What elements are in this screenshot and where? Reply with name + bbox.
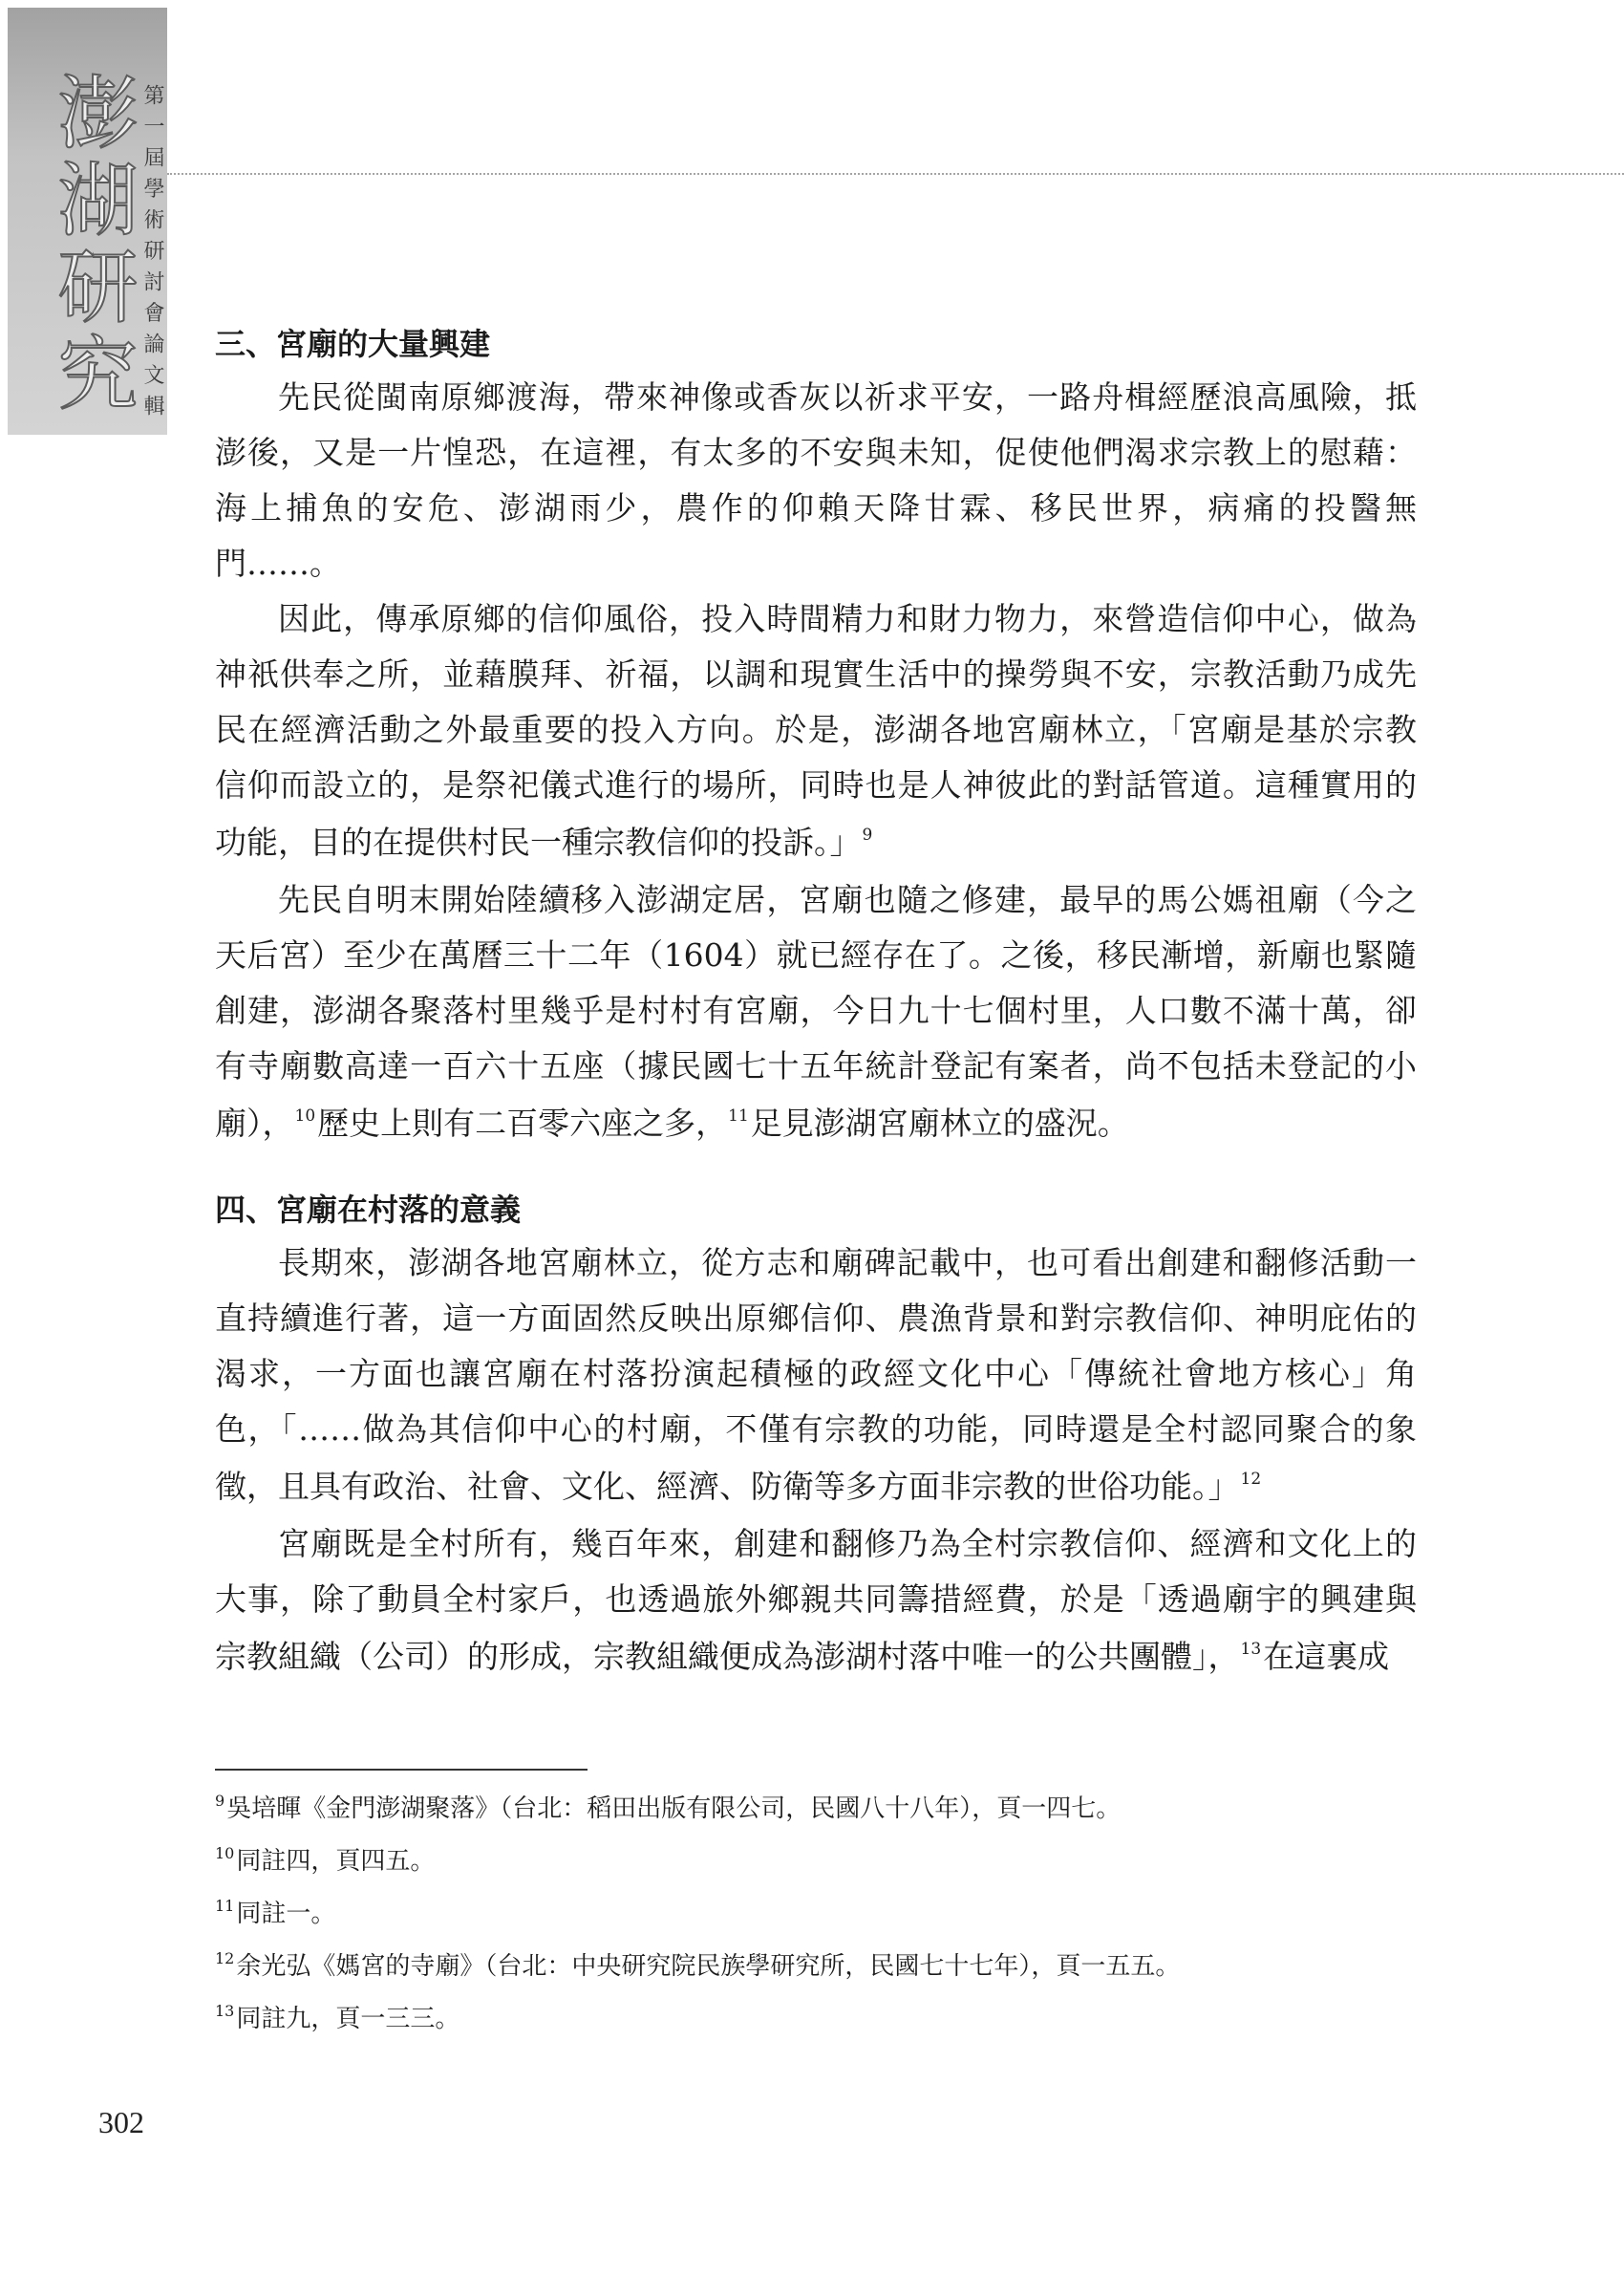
footnote-text: 同註一。	[236, 1900, 336, 1928]
text-run: 宗教組織（公司）的形成，宗教組織便成為澎湖村落中唯一的公共團體」，	[215, 1638, 1240, 1675]
text-run: 長期來，澎湖各地宮廟林立，從方志和廟碑記載中，也可看出創建和翻修活動一	[278, 1244, 1417, 1281]
footnote-number: 10	[215, 1844, 235, 1862]
footnote	[215, 1941, 1417, 1993]
text-run: 足見澎湖宮廟林立的盛況。	[750, 1105, 1129, 1142]
text-line	[215, 647, 1417, 702]
footnote	[215, 1993, 1417, 2046]
footnote	[215, 1783, 1417, 1836]
footnote-reference: 10	[294, 1106, 316, 1126]
footnote-reference: 13	[1240, 1640, 1262, 1659]
footnote-text: 同註九，頁一三三。	[236, 2005, 460, 2033]
text-line	[215, 983, 1417, 1039]
footnote-reference: 12	[1240, 1470, 1262, 1489]
text-run: 信仰而設立的，是祭祀儀式進行的場所，同時也是人神彼此的對話管道。這種實用的	[215, 766, 1417, 804]
journal-title: 澎湖研究	[45, 71, 139, 419]
text-run: 徵，且具有政治、社會、文化、經濟、防衛等多方面非宗教的世俗功能。」	[215, 1468, 1240, 1505]
footnote-reference: 11	[728, 1106, 749, 1126]
text-line	[215, 1094, 1417, 1153]
paragraph	[215, 1235, 1417, 1516]
text-line	[215, 370, 1417, 425]
text-line	[215, 702, 1417, 758]
footnote-separator	[215, 1769, 588, 1771]
text-run: 門……。	[215, 545, 341, 582]
paragraph	[215, 591, 1417, 872]
text-line	[215, 758, 1417, 813]
footnote-reference: 9	[862, 826, 873, 845]
text-line	[215, 1457, 1417, 1516]
text-line	[215, 591, 1417, 647]
text-run: 廟），	[215, 1105, 294, 1142]
text-run: 因此，傳承原鄉的信仰風俗，投入時間精力和財力物力，來營造信仰中心，做為	[278, 600, 1417, 637]
text-line	[215, 1516, 1417, 1572]
text-run: 在這裏成	[1263, 1638, 1390, 1675]
footnote-text: 同註四，頁四五。	[236, 1847, 436, 1876]
text-run: 渴求，一方面也讓宮廟在村落扮演起積極的政經文化中心「傳統社會地方核心」角	[215, 1355, 1417, 1392]
body-text	[215, 318, 1417, 1686]
text-run: 神祇供奉之所，並藉膜拜、祈福，以調和現實生活中的操勞與不安，宗教活動乃成先	[215, 655, 1417, 693]
text-line	[215, 425, 1417, 481]
text-run: 創建，澎湖各聚落村里幾乎是村村有宮廟，今日九十七個村里，人口數不滿十萬，卻	[215, 992, 1417, 1029]
text-run: 有寺廟數高達一百六十五座（據民國七十五年統計登記有案者，尚不包括未登記的小	[215, 1047, 1417, 1085]
text-run: 海上捕魚的安危、澎湖雨少，農作的仰賴天降甘霖、移民世界，病痛的投醫無	[215, 489, 1417, 526]
footnote-number: 9	[215, 1792, 225, 1810]
text-run: 歷史上則有二百零六座之多，	[317, 1105, 728, 1142]
journal-subtitle: 第一屆學術研討會論文輯	[140, 84, 164, 426]
text-line	[215, 1039, 1417, 1094]
page-number: 302	[98, 2105, 144, 2139]
footnote-number: 13	[215, 2002, 235, 2020]
footnote-number: 12	[215, 1949, 235, 1967]
side-tab	[8, 8, 167, 435]
text-line	[215, 1346, 1417, 1402]
footnote	[215, 1888, 1417, 1941]
text-run: 色，「……做為其信仰中心的村廟，不僅有宗教的功能，同時還是全村認同聚合的象	[215, 1410, 1417, 1448]
text-run: 宮廟既是全村所有，幾百年來，創建和翻修乃為全村宗教信仰、經濟和文化上的	[278, 1525, 1417, 1562]
paragraph	[215, 370, 1417, 591]
text-line	[215, 1235, 1417, 1291]
footnote-text: 吳培暉《金門澎湖聚落》（台北：稻田出版有限公司，民國八十八年），頁一四七。	[226, 1794, 1122, 1823]
text-line	[215, 536, 1417, 591]
text-line	[215, 928, 1417, 983]
text-line	[215, 481, 1417, 536]
text-line	[215, 1402, 1417, 1457]
text-run: 功能，目的在提供村民一種宗教信仰的投訴。」	[215, 824, 862, 861]
text-run: 大事，除了動員全村家戶，也透過旅外鄉親共同籌措經費，於是「透過廟宇的興建與	[215, 1580, 1417, 1618]
text-run: 澎後，又是一片惶恐，在這裡，有太多的不安與未知，促使他們渴求宗教上的慰藉：	[215, 434, 1417, 471]
text-line	[215, 1572, 1417, 1627]
text-line	[215, 1627, 1417, 1686]
text-run: 民在經濟活動之外最重要的投入方向。於是，澎湖各地宮廟林立，「宮廟是基於宗教	[215, 711, 1417, 748]
text-line	[215, 1291, 1417, 1346]
footnotes	[215, 1783, 1417, 2046]
footnote	[215, 1836, 1417, 1888]
paragraph	[215, 872, 1417, 1153]
header-dotted-rule	[167, 173, 1624, 175]
text-line	[215, 813, 1417, 872]
text-run: 天后宮）至少在萬曆三十二年（1604）就已經存在了。之後，移民漸增，新廟也緊隨	[215, 936, 1417, 974]
footnote-text: 余光弘《媽宮的寺廟》（台北：中央研究院民族學研究所，民國七十七年），頁一五五。	[236, 1952, 1181, 1981]
text-run: 直持續進行著，這一方面固然反映出原鄉信仰、農漁背景和對宗教信仰、神明庇佑的	[215, 1300, 1417, 1337]
text-run: 先民自明末開始陸續移入澎湖定居，宮廟也隨之修建，最早的馬公媽祖廟（今之	[278, 881, 1417, 918]
section-heading: 四、宮廟在村落的意義	[215, 1192, 522, 1228]
section-heading: 三、宮廟的大量興建	[215, 326, 491, 362]
text-run: 先民從閩南原鄉渡海，帶來神像或香灰以祈求平安，一路舟楫經歷浪高風險，抵	[278, 378, 1417, 416]
paragraph	[215, 1516, 1417, 1686]
text-line	[215, 872, 1417, 928]
footnote-number: 11	[215, 1897, 235, 1915]
